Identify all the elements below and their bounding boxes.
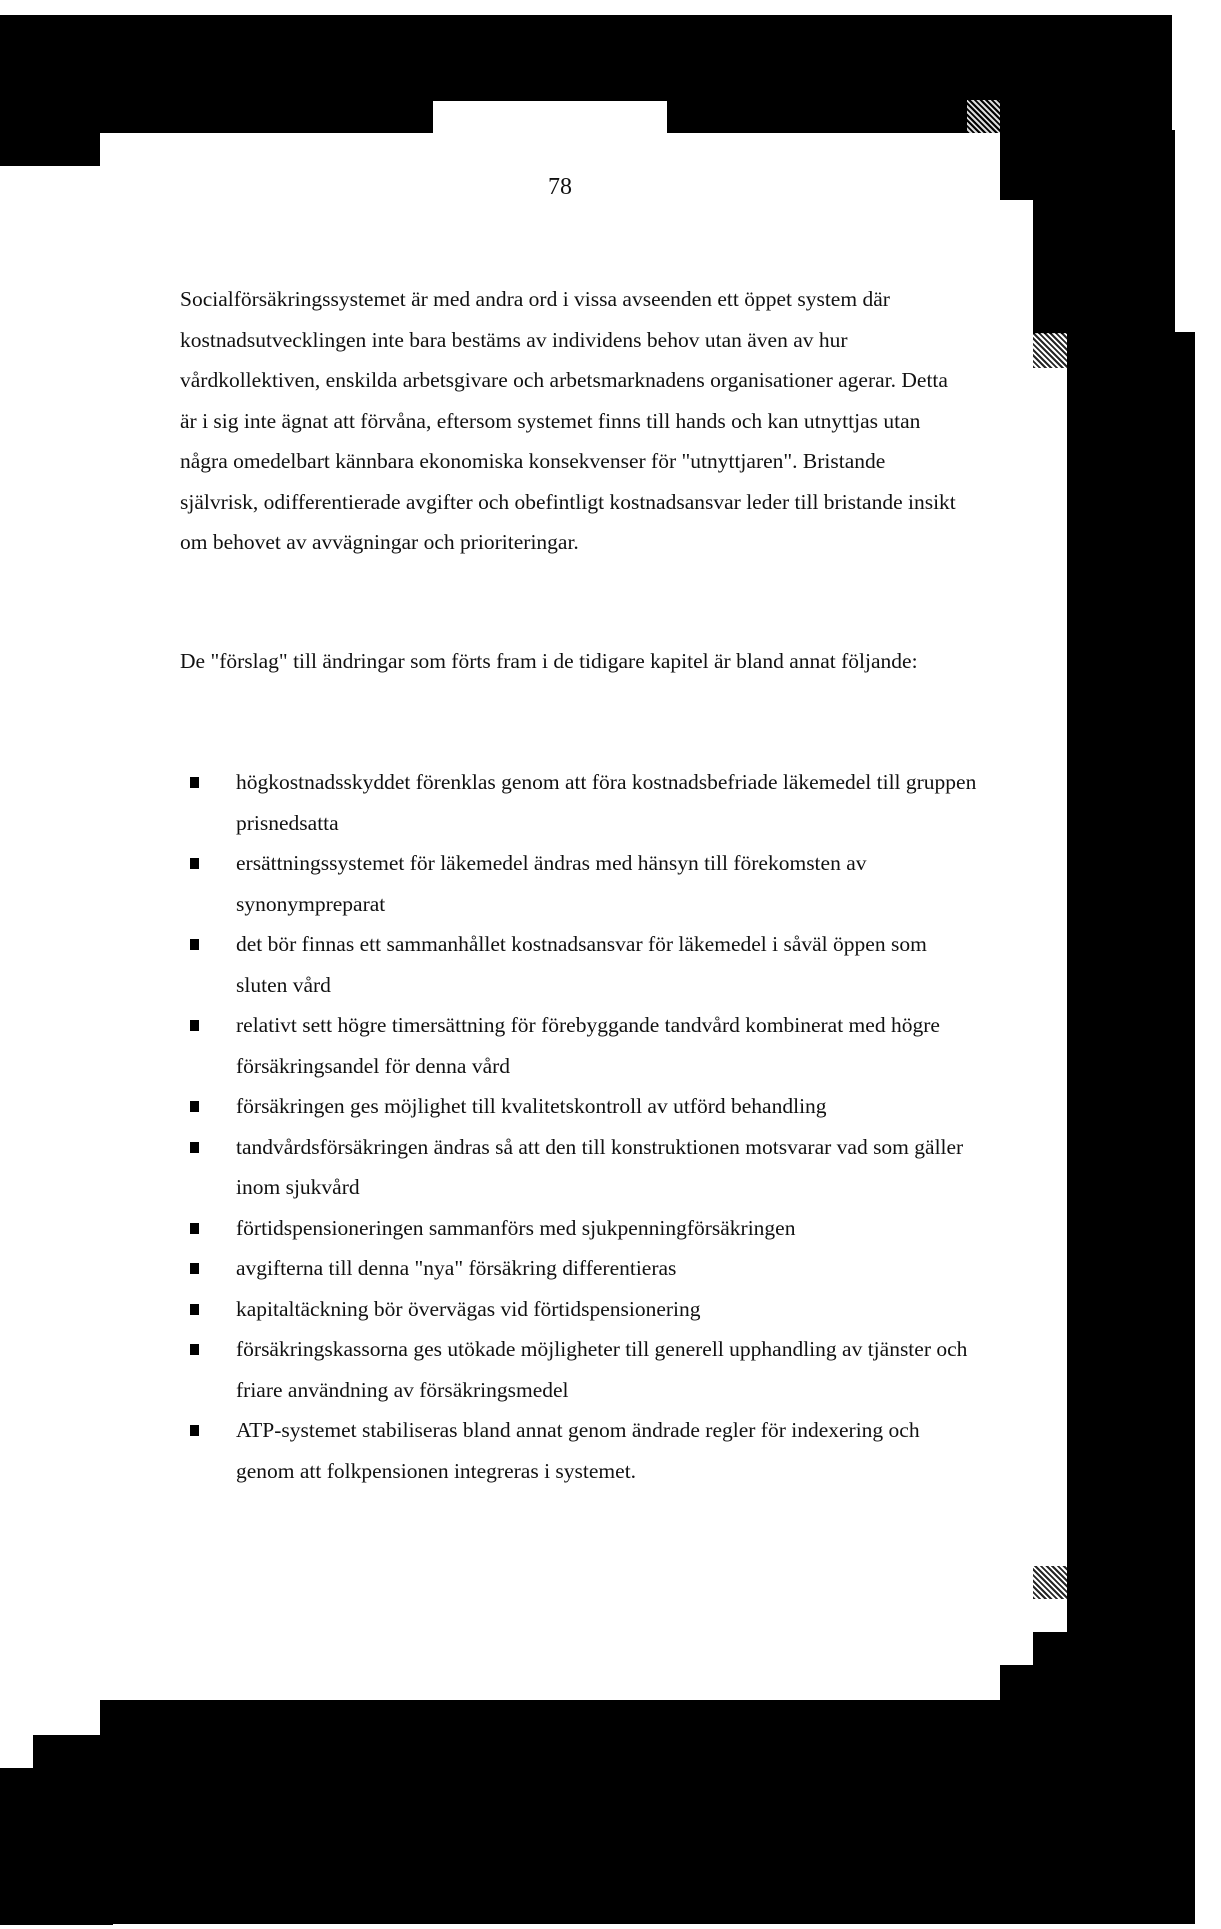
list-item-text: förtidspensioneringen sammanförs med sjukpenningförsäkringen — [236, 1215, 796, 1240]
list-item — [180, 1086, 980, 1127]
scan-border-bottom-left1 — [33, 1735, 113, 1925]
bullet-square-icon — [190, 1142, 199, 1153]
scan-noise-right — [1033, 333, 1067, 368]
scan-border-left-strip — [0, 130, 100, 166]
body-paragraph-1: Socialförsäkringssystemet är med andra ord i vissa avseenden ett öppet system där kostnadsutvecklingen inte bara bestäms av individens behov utan även av hur vårdkollektiven, enskilda arbetsgivare och arbetsmarknadens organisationer agerar. Detta är i sig inte ägnat att förvåna, eftersom systemet finns till hands och kan utnyttjas utan några omedelbart kännbara ekonomiska konsekvenser för "utnyttjaren". Bristande självrisk, odifferentierade avgifter och obefintligt kostnadsansvar leder till bristande insikt om behovet av avvägningar och prioriteringar. — [180, 287, 956, 554]
list-item — [180, 1289, 980, 1330]
list-item-text: försäkringen ges möjlighet till kvalitetskontroll av utförd behandling — [236, 1094, 827, 1118]
list-item — [180, 1208, 980, 1249]
list-item — [180, 924, 980, 1005]
proposal-list — [180, 762, 980, 1491]
list-item — [180, 762, 980, 843]
list-item — [180, 1410, 980, 1491]
list-item-text: kapitaltäckning bör övervägas vid förtidspensionering — [236, 1296, 701, 1321]
scan-border-bottom — [100, 1700, 1195, 1924]
list-item-text: relativt sett högre timersättning för förebyggande tandvård kombinerat med högre försäkringsandel för denna vård — [236, 1013, 940, 1078]
list-item-text: högkostnadsskyddet förenklas genom att föra kostnadsbefriade läkemedel till gruppen prisnedsatta — [236, 770, 977, 835]
bullet-square-icon — [190, 1101, 199, 1112]
bullet-square-icon — [190, 1425, 199, 1436]
bullet-square-icon — [190, 777, 199, 788]
bullet-square-icon — [190, 1344, 199, 1355]
bullet-square-icon — [190, 1304, 199, 1315]
scan-border-right-step1 — [1000, 130, 1175, 200]
list-item-text: försäkringskassorna ges utökade möjligheter till generell upphandling av tjänster och friare användning av försäkringsmedel — [236, 1337, 968, 1402]
bullet-square-icon — [190, 939, 199, 950]
list-item-text: avgifterna till denna "nya" försäkring differentieras — [236, 1256, 677, 1280]
list-item — [180, 1248, 980, 1289]
scan-border-bottom-left2 — [0, 1768, 40, 1925]
bullet-square-icon — [190, 858, 199, 869]
list-item — [180, 1005, 980, 1086]
scan-border-right-strip — [1067, 332, 1195, 1732]
scan-border-right-step2 — [1033, 198, 1175, 334]
list-item-text: ATP-systemet stabiliseras bland annat genom ändrade regler för indexering och genom att folkpensionen integreras i systemet. — [236, 1418, 920, 1483]
scan-border-top-left — [0, 100, 433, 133]
bullet-square-icon — [190, 1020, 199, 1031]
body-paragraph-2: De "förslag" till ändringar som förts fram i de tidigare kapitel är bland annat följande: — [180, 649, 918, 673]
scan-noise-top — [967, 100, 1000, 133]
list-item — [180, 1127, 980, 1208]
list-item — [180, 843, 980, 924]
scan-border-top — [0, 15, 1172, 101]
list-item — [180, 1329, 980, 1410]
scan-border-top-right — [667, 100, 1172, 133]
list-item-text: ersättningssystemet för läkemedel ändras med hänsyn till förekomsten av synonympreparat — [236, 851, 867, 916]
list-item-text: det bör finnas ett sammanhållet kostnadsansvar för läkemedel i såväl öppen som sluten vård — [236, 932, 927, 997]
list-item-text: tandvårdsförsäkringen ändras så att den till konstruktionen motsvarar vad som gäller inom sjukvård — [236, 1134, 964, 1199]
page-number: 78 — [548, 174, 572, 200]
scan-noise-bottom — [1033, 1566, 1067, 1599]
bullet-square-icon — [190, 1263, 199, 1274]
bullet-square-icon — [190, 1223, 199, 1234]
